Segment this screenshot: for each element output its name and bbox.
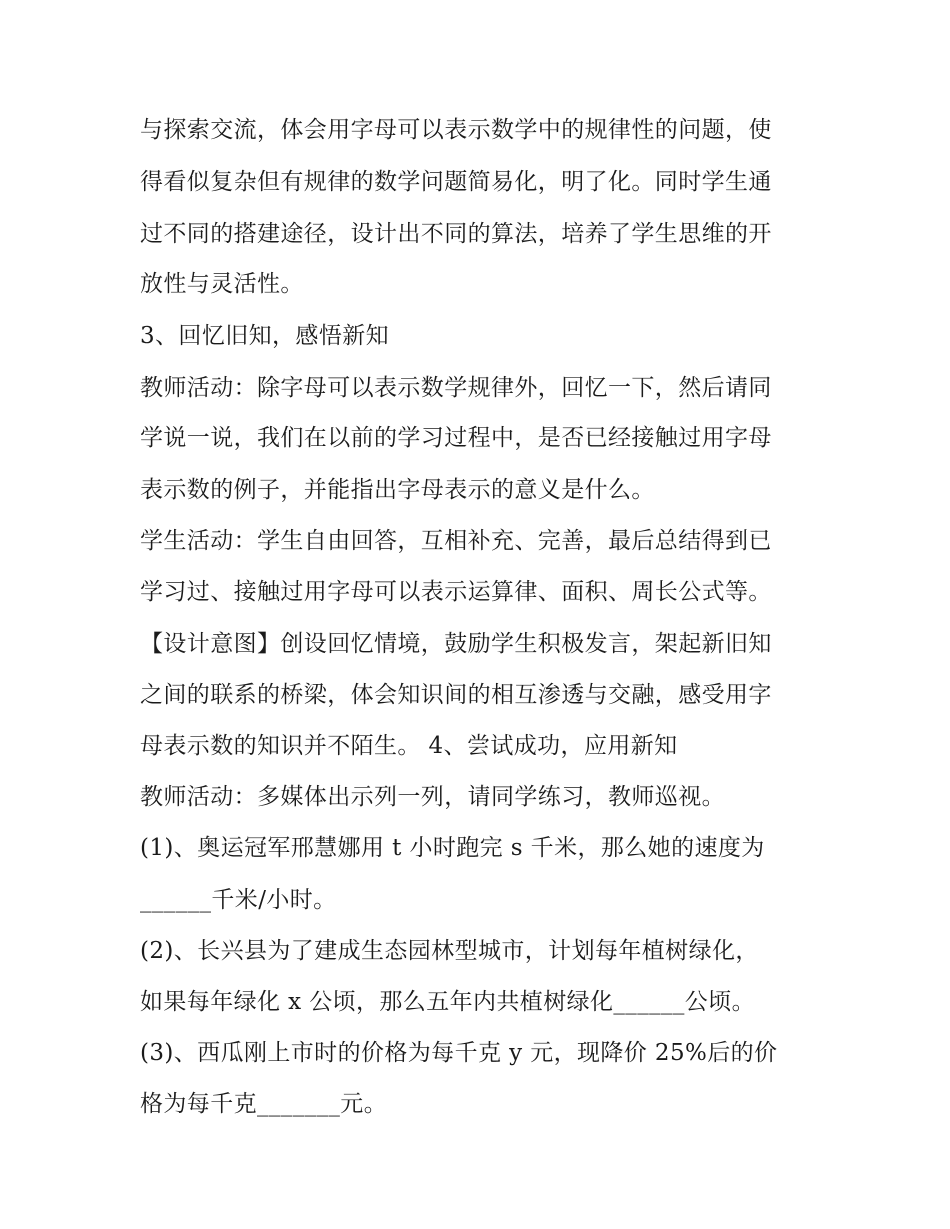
body-line-7: 学说一说，我们在以前的学习过程中，是否已经接触过用字母	[140, 425, 772, 451]
body-line-1: 与探索交流，体会用字母可以表示数学中的规律性的问题，使	[140, 117, 772, 143]
exercise-2-line-2: 如果每年绿化 x 公顷，那么五年内共植树绿化______公顷。	[140, 989, 755, 1015]
body-line-10: 学习过、接触过用字母可以表示运算律、面积、周长公式等。	[140, 579, 772, 605]
body-line-8: 表示数的例子，并能指出字母表示的意义是什么。	[140, 477, 655, 503]
exercise-3-line-1: (3)、西瓜刚上市时的价格为每千克 y 元，现降价 25%后的价	[140, 1040, 778, 1066]
body-line-14: 教师活动：多媒体出示列一列，请同学练习，教师巡视。	[140, 784, 725, 810]
body-line-9: 学生活动：学生自由回答，互相补充、完善，最后总结得到已	[140, 528, 772, 554]
body-line-3: 过不同的搭建途径，设计出不同的算法，培养了学生思维的开	[140, 221, 772, 247]
body-line-2: 得看似复杂但有规律的数学问题简易化，明了化。同时学生通	[140, 169, 772, 195]
exercise-3-line-2: 格为每千克_______元。	[140, 1091, 388, 1117]
exercise-2-line-1: (2)、长兴县为了建成生态园林型城市，计划每年植树绿化，	[140, 938, 759, 964]
body-line-6: 教师活动：除字母可以表示数学规律外，回忆一下，然后请同	[140, 375, 772, 401]
body-line-11: 【设计意图】创设回忆情境，鼓励学生积极发言，架起新旧知	[140, 631, 772, 657]
exercise-1-line-1: (1)、奥运冠军邢慧娜用 t 小时跑完 s 千米，那么她的速度为	[140, 835, 765, 861]
body-line-4: 放性与灵活性。	[140, 271, 304, 297]
exercise-1-line-2: ______千米/小时。	[140, 887, 337, 913]
body-line-12: 之间的联系的桥梁，体会知识间的相互渗透与交融，感受用字	[140, 682, 772, 708]
section-heading-3: 3、回忆旧知，感悟新知	[140, 323, 390, 349]
body-line-13: 母表示数的知识并不陌生。 4、尝试成功，应用新知	[140, 733, 678, 759]
